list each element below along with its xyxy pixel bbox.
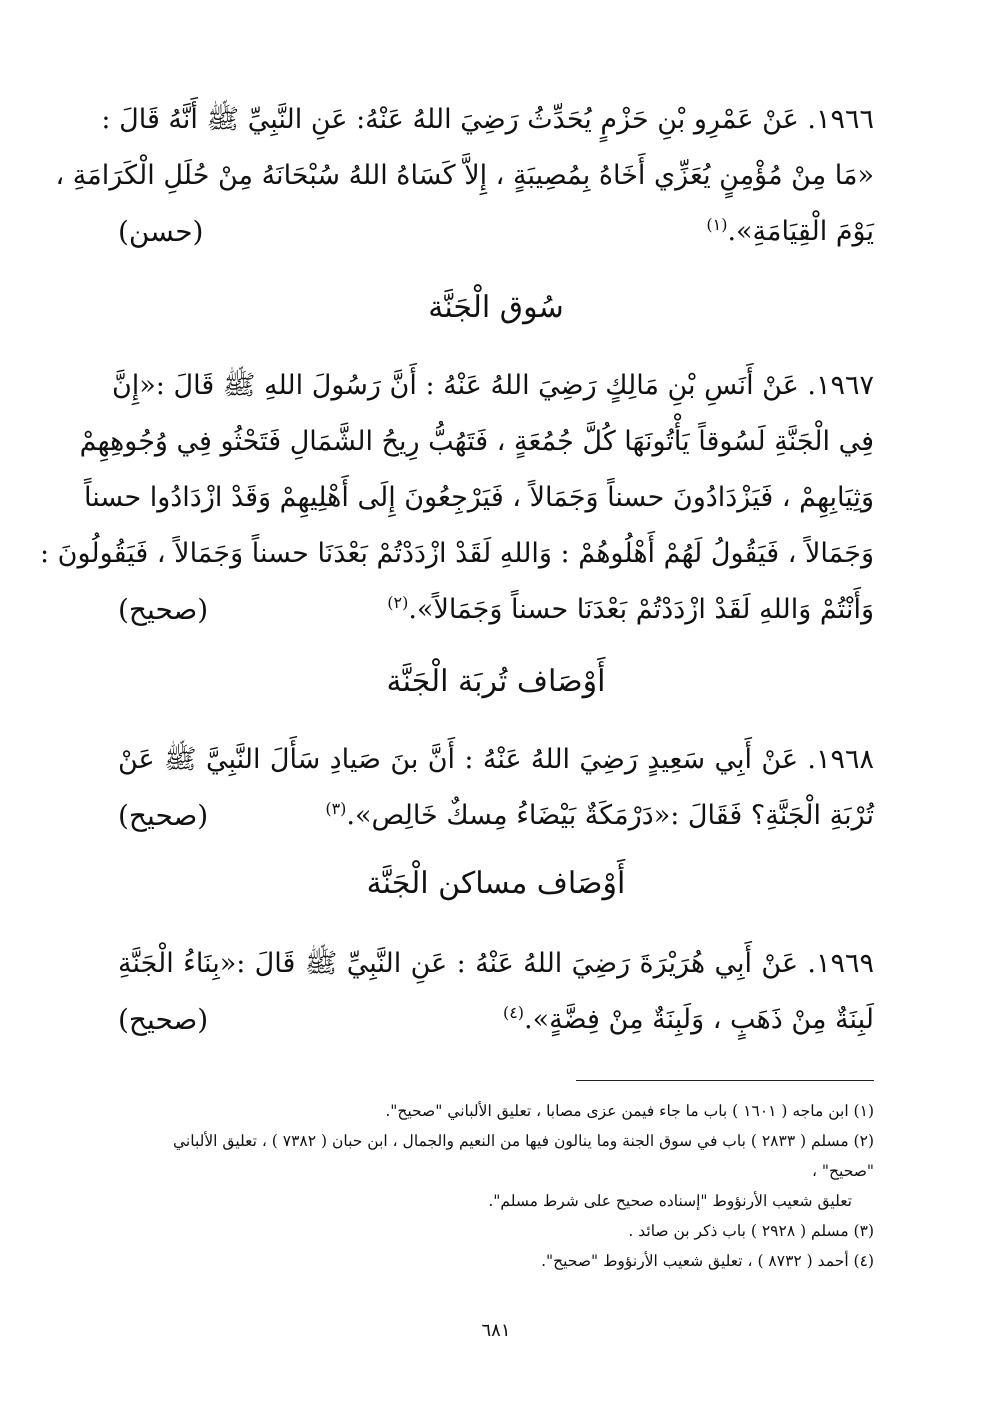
hadith-line: فِي الْجَنَّةِ لَسُوقاً يَأْتُونَهَا كُلَّ جُمُعَةٍ ، فَتَهُبُّ رِيحُ الشَّمَالِ فَتَحْثُو فِي وُجُوهِهِمْ xyxy=(79,426,874,457)
page-number: ٦٨١ xyxy=(481,1320,511,1341)
section-heading: أَوْصَاف مساكن الْجَنَّة xyxy=(366,866,626,901)
grade-label: (صحيح) xyxy=(118,593,209,626)
hadith-line: وَجَمَالاً ، فَيَقُولُ لَهُمْ أَهْلُوهُمْ : وَاللهِ لَقَدْ ازْدَدْتُمْ بَعْدَنَا حسناً وَجَمَالاً ، فَيَقُولُونَ : xyxy=(39,538,874,569)
footnote-continuation: تعليق شعيب الأرنؤوط "إسناده صحيح على شرط مسلم". xyxy=(488,1192,852,1210)
footnote: (٤) أحمد ( ٨٧٣٢ ) ، تعليق شعيب الأرنؤوط "صحيح". xyxy=(541,1252,874,1270)
hadith-line: ١٩٦٩. عَنْ أَبِي هُرَيْرَةَ رَضِيَ اللهُ عَنْهُ : عَنِ النَّبِيِّ ﷺ قَالَ :«بِنَاءُ الْجَنَّةِ xyxy=(118,948,874,979)
footnote: (٢) مسلم ( ٢٨٣٣ ) باب في سوق الجنة وما ينالون فيها من النعيم والجمال ، ابن حبان ( ٧٣٨٢ ) ، تعليق الألباني "صحيح" ، xyxy=(172,1132,874,1180)
footnote-reference[interactable]: (٣) xyxy=(325,799,347,818)
hadith-1966 xyxy=(55,92,874,260)
hadith-line-text: لَبِنَةٌ مِنْ ذَهَبٍ ، وَلَبِنَةٌ مِنْ فِضَّةٍ». xyxy=(524,1004,874,1035)
grade-label: (حسن) xyxy=(118,215,204,248)
footnote-reference[interactable]: (١) xyxy=(706,215,728,234)
grade-label: (صحيح) xyxy=(118,799,209,832)
hadith-1969 xyxy=(118,936,874,1048)
hadith-last-line xyxy=(118,992,874,1048)
hadith-1967 xyxy=(39,358,874,638)
footnote-divider xyxy=(576,1080,874,1081)
hadith-line-text: وَأَنْتُمْ وَاللهِ لَقَدْ ازْدَدْتُمْ بَعْدَنَا حسناً وَجَمَالاً». xyxy=(408,594,874,625)
hadith-last-line xyxy=(118,788,874,844)
hadith-line: ١٩٦٨. عَنْ أَبِي سَعِيدٍ رَضِيَ اللهُ عَنْهُ : أَنَّ بنَ صَيادِ سَأَلَ النَّبِيَّ ﷺ عَنْ xyxy=(118,744,874,775)
hadith-line: ١٩٦٦. عَنْ عَمْرِو بْنِ حَزْمٍ يُحَدِّثُ رَضِيَ اللهُ عَنْهُ: عَنِ النَّبِيِّ ﷺ أَنَّهُ قَالَ : xyxy=(101,104,874,135)
grade-label: (صحيح) xyxy=(118,1003,209,1036)
hadith-last-line xyxy=(118,204,874,260)
hadith-1968 xyxy=(118,732,874,844)
hadith-last-line xyxy=(118,582,874,638)
footnote: (٣) مسلم ( ٢٩٢٨ ) باب ذكر بن صائد . xyxy=(628,1222,874,1240)
hadith-line: ١٩٦٧. عَنْ أَنَسِ بْنِ مَالِكٍ رَضِيَ اللهُ عَنْهُ : أَنَّ رَسُولَ اللهِ ﷺ قَالَ :«إِنَّ xyxy=(111,370,874,401)
section-heading: أَوْصَاف تُربَة الْجَنَّة xyxy=(386,664,606,699)
section-heading: سُوق الْجَنَّة xyxy=(428,290,564,325)
hadith-line: «مَا مِنْ مُؤْمِنٍ يُعَزِّي أَخَاهُ بِمُصِيبَةٍ ، إِلاَّ كَسَاهُ اللهُ سُبْحَانَهُ مِنْ حُلَلِ الْكَرَامَةِ ، xyxy=(55,160,874,191)
hadith-line: وَثِيَابِهِمْ ، فَيَزْدَادُونَ حسناً وَجَمَالاً ، فَيَرْجِعُونَ إِلَى أَهْلِيهِمْ وَقَدْ ازْدَادُوا حسناً xyxy=(84,482,874,513)
footnote-reference[interactable]: (٢) xyxy=(387,593,409,612)
footnote-reference[interactable]: (٤) xyxy=(502,1003,525,1022)
footnotes xyxy=(118,1096,874,1276)
hadith-line-text: يَوْمَ الْقِيَامَةِ». xyxy=(727,216,874,247)
footnote: (١) ابن ماجه ( ١٦٠١ ) باب ما جاء فيمن عزى مصابا ، تعليق الألباني "صحيح". xyxy=(385,1102,874,1120)
hadith-line-text: تُرْبَةِ الْجَنَّةِ؟ فَقَالَ :«دَرْمَكَةٌ بَيْضَاءُ مِسكٌ خَالِص». xyxy=(346,800,874,831)
